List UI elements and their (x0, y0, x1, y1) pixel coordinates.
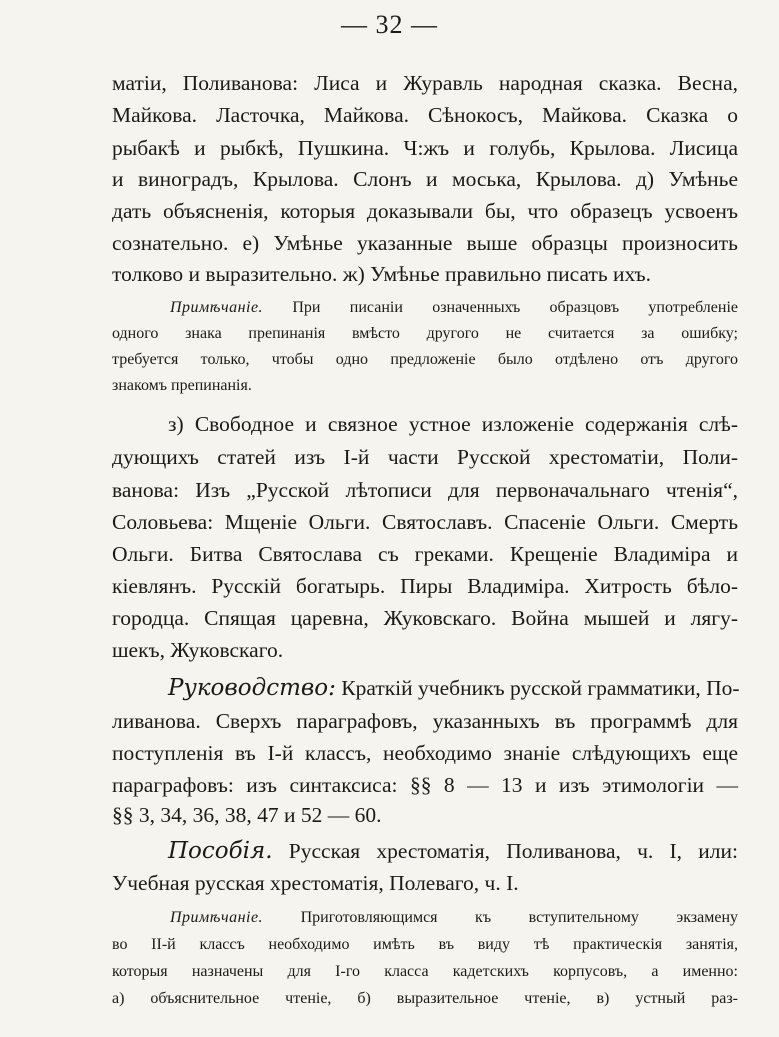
text-line: Ольги. Битва Святослава съ греками. Крещеніе Владиміра и (112, 542, 738, 566)
note-line: одного знака препинанія вмѣсто другого не считается за ошибку; (112, 325, 738, 342)
note-heading: Примѣчаніе. (170, 909, 264, 926)
text-line: §§ 3, 34, 36, 38, 47 и 52 — 60. (112, 803, 382, 827)
text-line: и виноградъ, Крылова. Слонъ и моська, Крылова. д) Умѣнье (112, 167, 738, 191)
text-line: з) Свободное и связное устное изложеніе содержанія слѣ- (168, 412, 738, 436)
text-line: дующихъ статей изъ I-й части Русской хрестоматіи, Поли- (112, 445, 738, 469)
section-heading-posobiya: Пособія. (168, 838, 273, 864)
note-heading: Примѣчаніе. (170, 299, 264, 316)
note-line: во II-й классъ необходимо имѣть въ виду тѣ практическія занятія, (112, 936, 738, 953)
note-line: требуется только, чтобы одно предложеніе было отдѣлено отъ другого (112, 351, 738, 368)
page-number: — 32 — (341, 10, 438, 39)
text-line: шекъ, Жуковскаго. (112, 638, 284, 662)
note-line: которыя назначены для I-го класса кадетскихъ корпусовъ, а именно: (112, 963, 738, 980)
text-line (168, 836, 738, 866)
note-line (170, 296, 738, 320)
note-line: а) объяснительное чтеніе, б) выразительное чтеніе, в) устный раз- (112, 990, 738, 1007)
note-text: Приготовляющимся къ вступительному экзамену (300, 909, 738, 926)
text-line: дать объясненія, которыя доказывали бы, что образецъ усвоенъ (112, 199, 738, 223)
text-line: Соловьева: Мщеніе Ольги. Святославъ. Спасеніе Ольги. Смерть (112, 510, 738, 534)
text-line: матіи, Поливанова: Лиса и Журавль народная сказка. Весна, (112, 71, 738, 95)
text-line: ливанова. Сверхъ параграфовъ, указанныхъ въ программѣ для (112, 709, 738, 733)
heading-continuation: Русская хрестоматія, Поливанова, ч. I, или: (288, 839, 738, 863)
text-line: параграфовъ: изъ синтаксиса: §§ 8 — 13 и изъ этимологіи — (112, 773, 738, 797)
heading-continuation: Краткій учебникъ русской грамматики, По- (341, 676, 740, 700)
text-line: кіевлянъ. Русскій богатырь. Пиры Владиміра. Хитрость бѣло- (112, 574, 738, 598)
note-line (170, 906, 738, 930)
text-line: городца. Спящая царевна, Жуковскаго. Война мышей и лягу- (112, 606, 738, 630)
text-line: рыбакѣ и рыбкѣ, Пушкина. Ч:жъ и голубь, Крылова. Лисица (112, 136, 738, 160)
text-line: ванова: Изъ „Русской лѣтописи для первоначальнаго чтенія“, (112, 478, 738, 502)
note-text: При писаніи означенныхъ образцовъ употребленіе (292, 299, 738, 316)
text-line: сознательно. е) Умѣнье указанные выше образцы произносить (112, 231, 738, 255)
note-line: знакомъ препинанія. (112, 377, 252, 394)
text-line: Учебная русская хрестоматія, Полеваго, ч. I. (112, 871, 519, 895)
text-line: Майкова. Ласточка, Майкова. Сѣнокосъ, Майкова. Сказка о (112, 103, 738, 127)
text-line (168, 673, 738, 703)
text-line: поступленія въ I-й классъ, необходимо знаніе слѣдующихъ еще (112, 741, 738, 765)
text-line: толково и выразительно. ж) Умѣнье правильно писать ихъ. (112, 262, 651, 286)
section-heading-rukovodstvo: Руководство: (168, 675, 336, 701)
